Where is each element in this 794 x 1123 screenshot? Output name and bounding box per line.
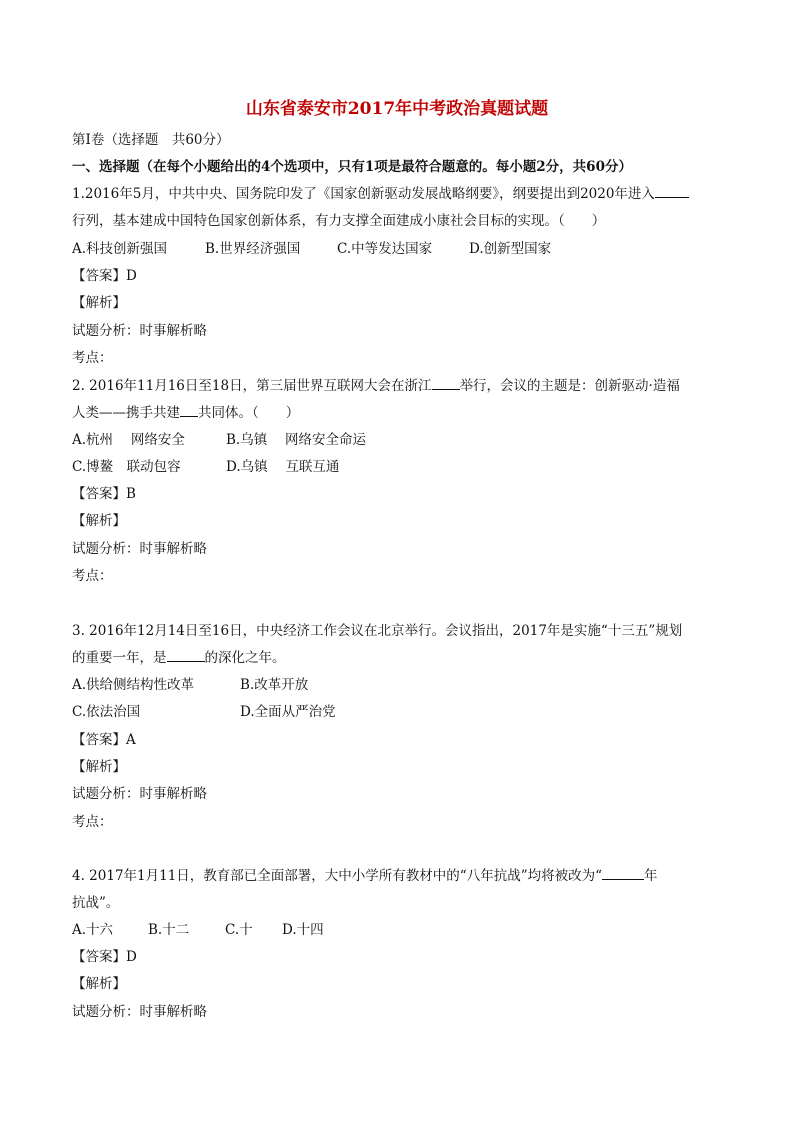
q3-answer: 【答案】A [72, 732, 136, 748]
q2-jiexi: 【解析】 [72, 513, 126, 529]
q1-stem-line1 [72, 185, 689, 203]
q1-answer: 【答案】D [72, 268, 137, 284]
q3-stem-text-b: 的深化之年。 [204, 650, 286, 666]
q4-option-a: A.十六 [72, 922, 114, 938]
q1-stem-line2: 行列，基本建成中国特色国家创新体系，有力支撑全面建成小康社会目标的实现。（ ） [72, 213, 606, 229]
q2-blank-2 [180, 404, 198, 417]
q3-stem-line2 [72, 649, 286, 667]
q4-jiexi: 【解析】 [72, 976, 126, 992]
q1-option-c: C.中等发达国家 [337, 241, 433, 257]
q3-option-c: C.依法治国 [72, 704, 141, 720]
q2-option-d: D.乌镇 互联互通 [226, 459, 340, 475]
q2-answer: 【答案】B [72, 486, 136, 502]
q2-option-b: B.乌镇 网络安全命运 [226, 432, 367, 448]
q3-blank [167, 649, 205, 662]
q2-stem-text-d: 共同体。（ ） [198, 405, 300, 421]
q1-analysis: 试题分析：时事解析略 [72, 323, 207, 339]
q1-blank [655, 185, 689, 198]
q2-stem-line1 [72, 377, 680, 395]
q4-stem-text-b: 年 [644, 868, 658, 884]
q4-option-c: C.十 [225, 922, 253, 938]
section-heading: 第Ⅰ卷（选择题 共60分） [72, 132, 230, 148]
q3-option-a: A.供给侧结构性改革 [72, 677, 195, 693]
q1-option-a: A.科技创新强国 [72, 241, 168, 257]
q2-stem-text-c: 人类——携手共建 [72, 405, 180, 421]
q4-answer: 【答案】D [72, 949, 137, 965]
q2-kaodian: 考点： [72, 568, 113, 584]
q1-jiexi: 【解析】 [72, 295, 126, 311]
q3-option-b: B.改革开放 [240, 677, 309, 693]
q3-analysis: 试题分析：时事解析略 [72, 786, 207, 802]
q1-kaodian: 考点： [72, 350, 113, 366]
instruction-text: 一、选择题（在每个小题给出的4个选项中，只有1项是最符合题意的。每小题2分，共60分） [72, 159, 632, 175]
q2-option-c: C.博鳌 联动包容 [72, 459, 181, 475]
q1-option-b: B.世界经济强国 [205, 241, 301, 257]
q4-blank [602, 867, 644, 880]
q1-stem-text: 1.2016年5月，中共中央、国务院印发了《国家创新驱动发展战略纲要》，纲要提出到2020年进入 [72, 186, 655, 202]
q2-stem-text-b: 举行，会议的主题是：创新驱动·造福 [459, 378, 680, 394]
q3-option-d: D.全面从严治党 [240, 704, 336, 720]
q3-kaodian: 考点： [72, 814, 113, 830]
q2-analysis: 试题分析：时事解析略 [72, 541, 207, 557]
q4-analysis: 试题分析：时事解析略 [72, 1004, 207, 1020]
q1-option-d: D.创新型国家 [469, 241, 552, 257]
document-title: 山东省泰安市2017年中考政治真题试题 [245, 99, 549, 119]
q2-blank-1 [432, 377, 460, 390]
q2-stem-text-a: 2. 2016年11月16日至18日，第三届世界互联网大会在浙江 [72, 378, 432, 394]
q4-stem-line2: 抗战”。 [72, 895, 120, 911]
q4-stem-line1 [72, 867, 658, 885]
q4-option-b: B.十二 [148, 922, 190, 938]
q3-stem-text-a: 的重要一年，是 [72, 650, 167, 666]
q3-jiexi: 【解析】 [72, 759, 126, 775]
q4-stem-text-a: 4. 2017年1月11日，教育部已全面部署，大中小学所有教材中的“八年抗战”均将被改为“ [72, 868, 602, 884]
q2-option-a: A.杭州 网络安全 [72, 432, 185, 448]
q3-stem-line1: 3. 2016年12月14日至16日，中央经济工作会议在北京举行。会议指出，2017年是实施“十三五”规划 [72, 623, 683, 639]
q4-option-d: D.十四 [282, 922, 324, 938]
q2-stem-line2 [72, 404, 299, 422]
